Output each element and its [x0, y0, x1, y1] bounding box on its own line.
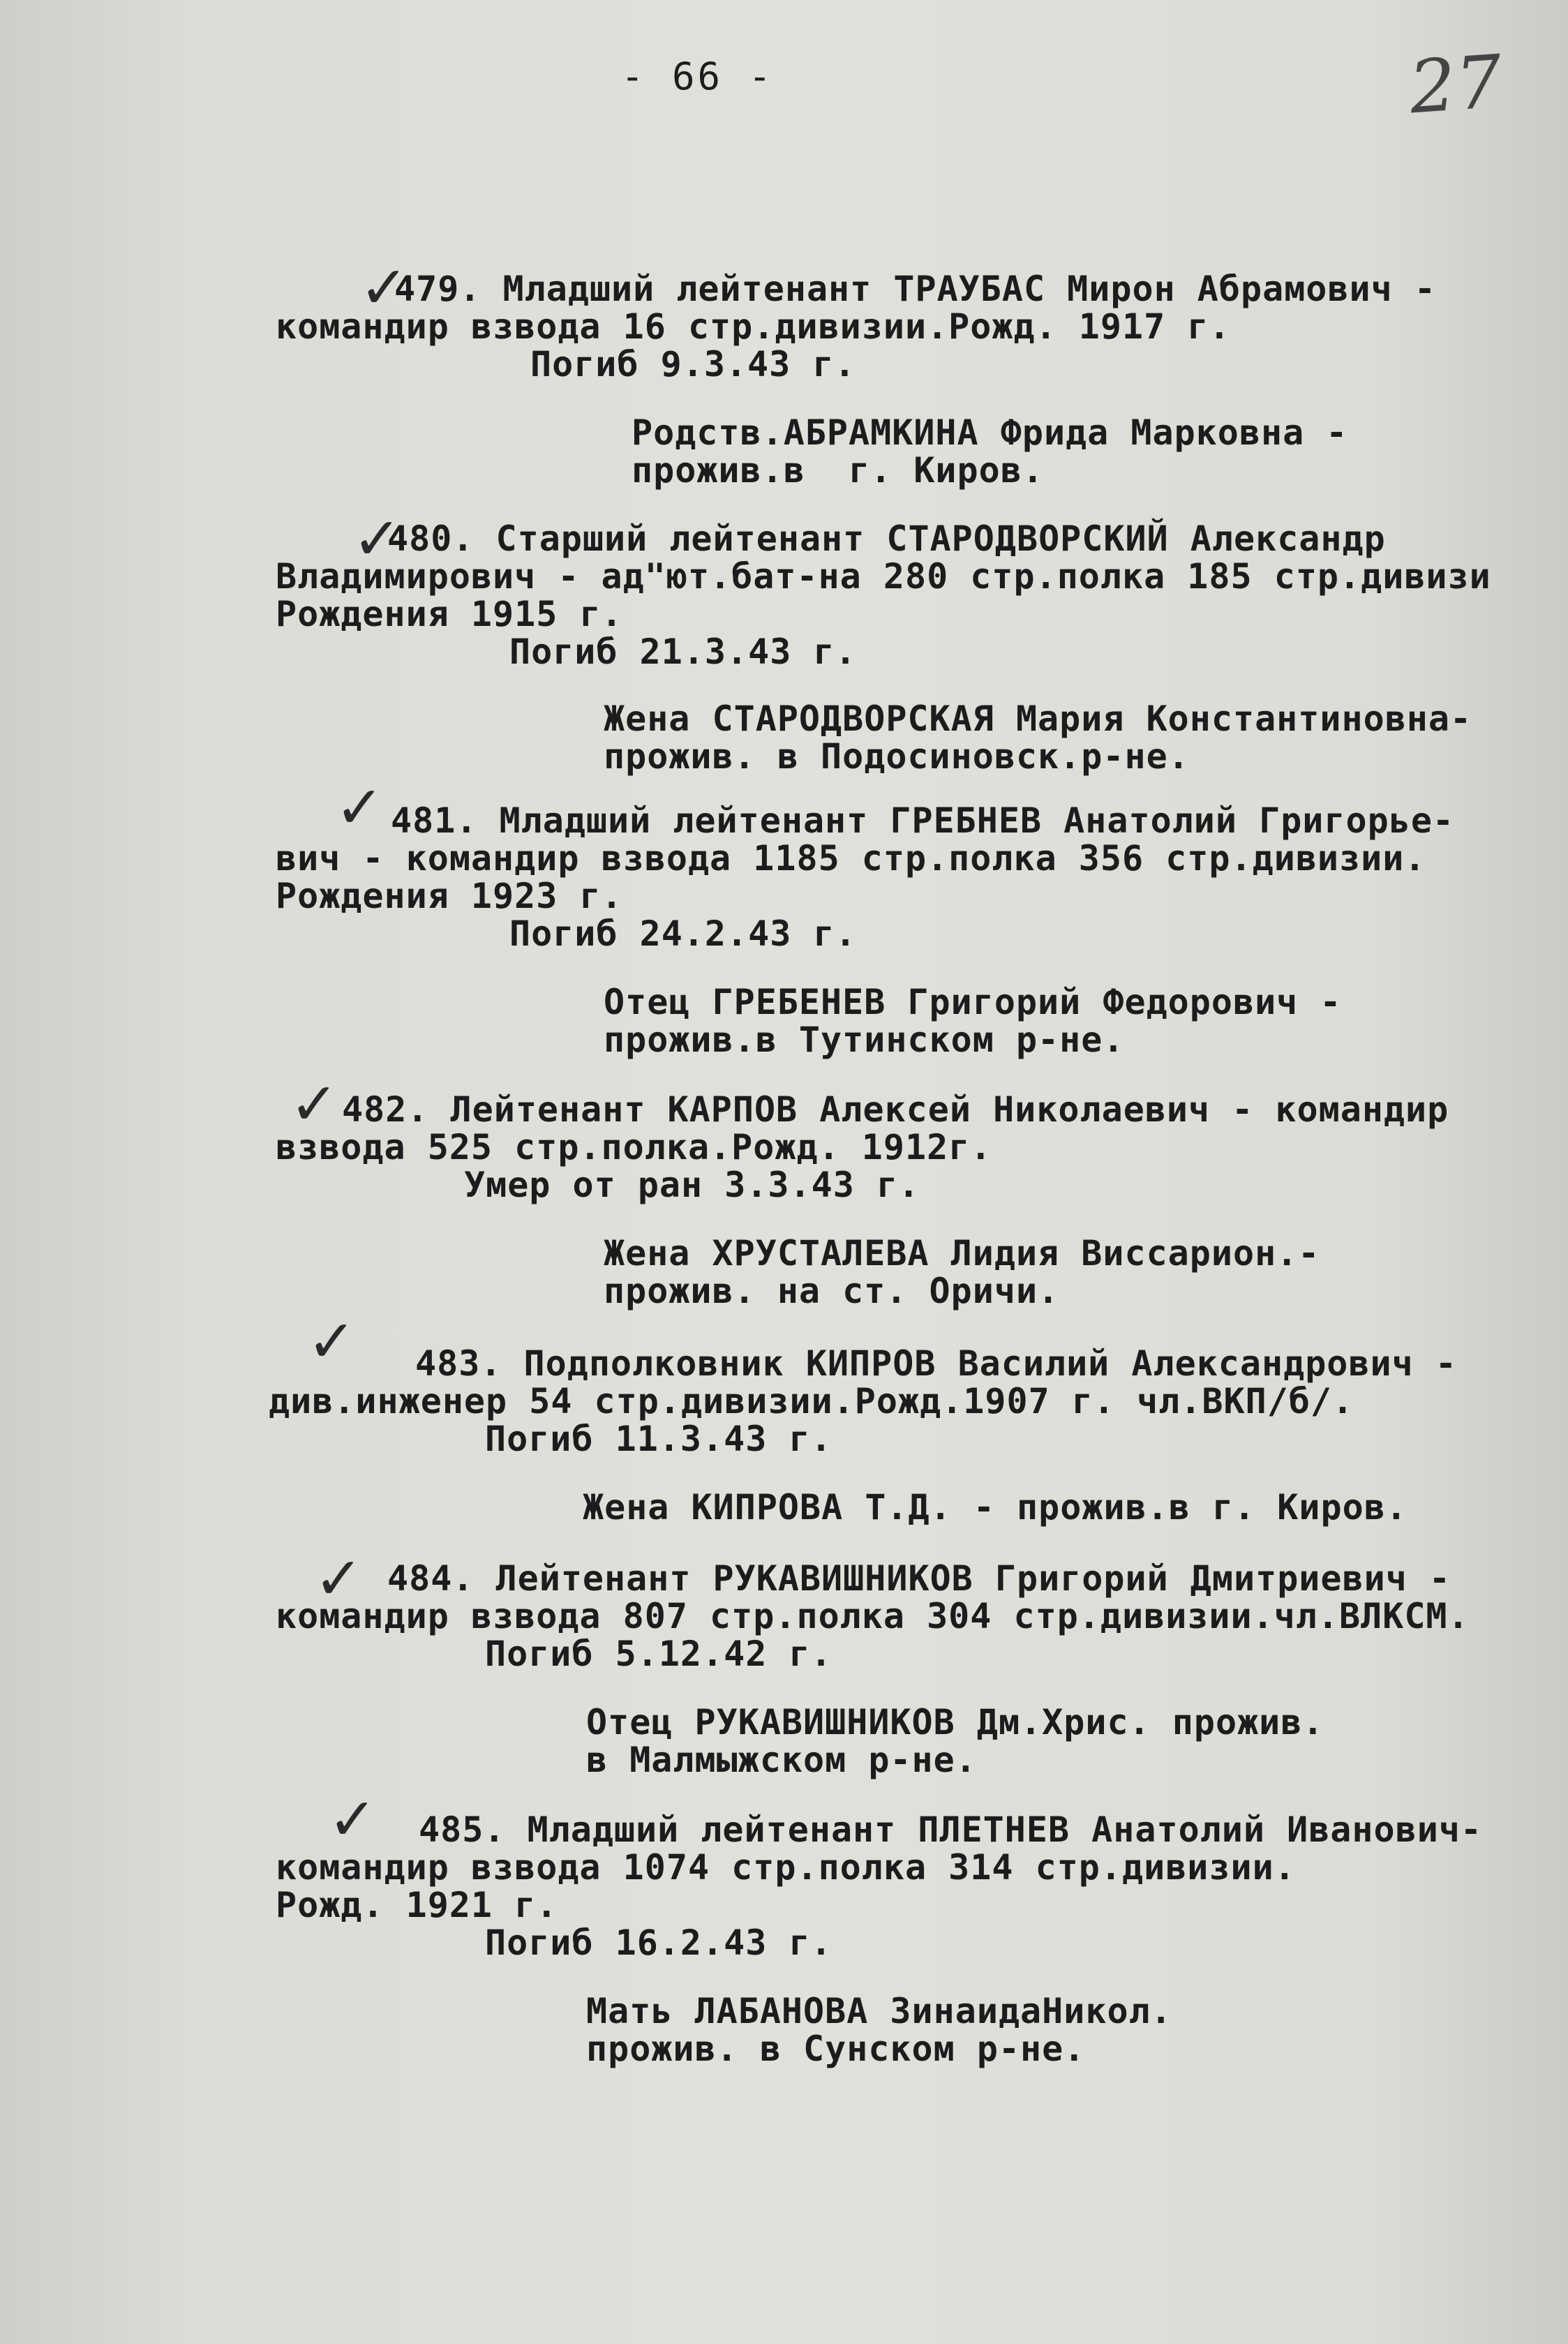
entry-6-line-4: Мать ЛАБАНОВА ЗинаидаНикол.	[586, 1991, 1172, 2031]
entry-0-line-2: Погиб 9.3.43 г.	[530, 344, 856, 385]
entry-6-line-5: прожив. в Сунском р-не.	[586, 2029, 1086, 2069]
entry-0-line-4: прожив.в г. Киров.	[632, 450, 1044, 491]
entry-6-line-1: командир взвода 1074 стр.полка 314 стр.дивизии.	[276, 1847, 1296, 1888]
entry-1-line-2: Рождения 1915 г.	[276, 594, 623, 634]
entry-0-line-3: Родств.АБРАМКИНА Фрида Марковна -	[632, 412, 1348, 453]
entry-0-line-0: 479. Младший лейтенант ТРАУБАС Мирон Абрамович -	[394, 269, 1436, 309]
entry-3-line-3: Жена ХРУСТАЛЕВА Лидия Виссарион.-	[604, 1233, 1320, 1274]
entry-3-line-2: Умер от ран 3.3.43 г.	[464, 1165, 920, 1205]
entry-4-line-2: Погиб 11.3.43 г.	[485, 1419, 832, 1459]
checkmark-icon: ✓	[335, 773, 384, 842]
entry-4-line-0: 483. Подполковник КИПРОВ Василий Александрович -	[415, 1343, 1457, 1384]
checkmark-icon: ✓	[359, 253, 409, 322]
checkmark-icon: ✓	[314, 1544, 364, 1613]
entry-3-line-0: 482. Лейтенант КАРПОВ Алексей Николаевич - командир	[342, 1089, 1449, 1130]
entry-2-line-3: Погиб 24.2.43 г.	[509, 913, 857, 954]
entry-5-line-0: 484. Лейтенант РУКАВИШНИКОВ Григорий Дмитриевич -	[387, 1558, 1451, 1599]
entry-1-line-0: 480. Старший лейтенант СТАРОДВОРСКИЙ Александр	[387, 518, 1386, 559]
entry-2-line-2: Рождения 1923 г.	[276, 876, 623, 916]
entry-0-line-1: командир взвода 16 стр.дивизии.Рожд. 1917 г.	[276, 306, 1231, 347]
entry-5-line-4: в Малмыжском р-не.	[586, 1740, 977, 1780]
entry-3-line-1: взвода 525 стр.полка.Рожд. 1912г.	[276, 1127, 992, 1167]
archive-sheet-number: 27	[1406, 38, 1505, 130]
entry-1-line-3: Погиб 21.3.43 г.	[509, 632, 857, 672]
entry-2-line-4: Отец ГРЕБЕНЕВ Григорий Федорович -	[604, 982, 1342, 1022]
entry-3-line-4: прожив. на ст. Оричи.	[604, 1271, 1060, 1311]
entry-6-line-2: Рожд. 1921 г.	[276, 1885, 558, 1925]
entry-5-line-3: Отец РУКАВИШНИКОВ Дм.Хрис. прожив.	[586, 1702, 1324, 1742]
entry-2-line-5: прожив.в Тутинском р-не.	[604, 1020, 1125, 1060]
entry-4-line-1: див.инженер 54 стр.дивизии.Рожд.1907 г. чл.ВКП/б/.	[269, 1381, 1354, 1421]
entry-1-line-1: Владимирович - ад"ют.бат-на 280 стр.полка 185 стр.дивизи	[276, 556, 1491, 597]
page-number: - 66 -	[621, 54, 775, 98]
checkmark-icon: ✓	[328, 1785, 378, 1853]
entry-1-line-4: Жена СТАРОДВОРСКАЯ Мария Константиновна-	[604, 699, 1472, 739]
entry-5-line-2: Погиб 5.12.42 г.	[485, 1634, 832, 1674]
checkmark-icon: ✓	[290, 1070, 339, 1138]
entry-5-line-1: командир взвода 807 стр.полка 304 стр.дивизии.чл.ВЛКСМ.	[276, 1596, 1470, 1636]
entry-1-line-5: прожив. в Подосиновск.р-не.	[604, 736, 1190, 777]
entry-4-line-3: Жена КИПРОВА Т.Д. - прожив.в г. Киров.	[583, 1487, 1408, 1528]
checkmark-icon: ✓	[352, 505, 402, 573]
entry-6-line-0: 485. Младший лейтенант ПЛЕТНЕВ Анатолий Иванович-	[419, 1809, 1483, 1850]
entry-6-line-3: Погиб 16.2.43 г.	[485, 1923, 832, 1963]
entry-2-line-1: вич - командир взвода 1185 стр.полка 356 стр.дивизии.	[276, 838, 1426, 879]
checkmark-icon: ✓	[307, 1307, 357, 1375]
entry-2-line-0: 481. Младший лейтенант ГРЕБНЕВ Анатолий Григорье-	[391, 800, 1455, 841]
